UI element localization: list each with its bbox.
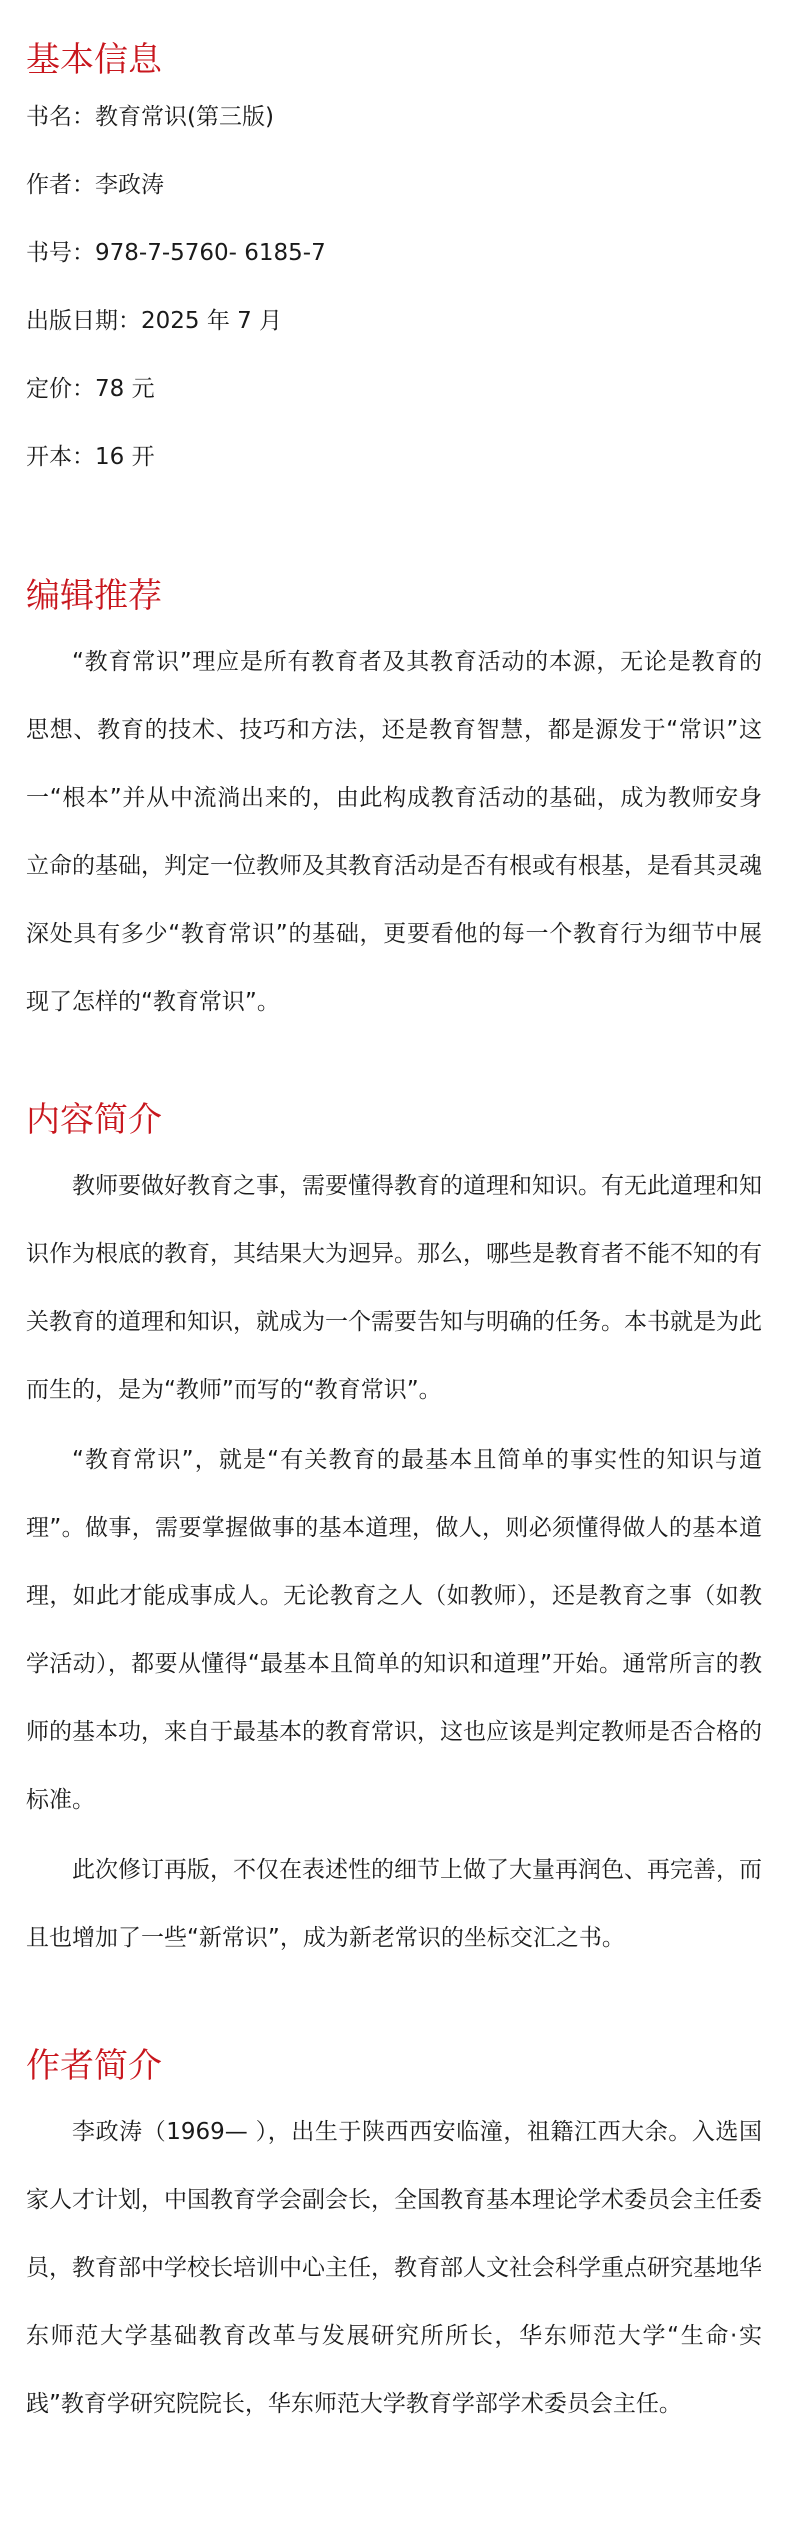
basic-info-title: 基本信息 xyxy=(26,40,162,80)
author-line: 作者：李政涛 xyxy=(26,172,164,198)
editor-recommendation-paragraph: “教育常识”理应是所有教育者及其教育活动的本源，无论是教育的思想、教育的技术、技巧和方法，还是教育智慧，都是源发于“常识”这一“根本”并从中流淌出来的，由此构成教育活动的基础，成为教师安身立命的基础，判定一位教师及其教育活动是否有根或有根基，是看其灵魂深处具有多少“教育常识”的基础，更要看他的每一个教育行为细节中展现了怎样的“教育常识”。 xyxy=(26,649,762,1015)
basic-info-section xyxy=(26,0,762,474)
editor-recommendation-title: 编辑推荐 xyxy=(26,576,162,616)
format-line: 开本：16 开 xyxy=(26,444,155,470)
author-intro-title: 作者简介 xyxy=(26,2046,162,2086)
content-summary-section xyxy=(26,1036,762,1972)
book-title-line: 书名：教育常识(第三版) xyxy=(26,104,274,130)
publish-date-line: 出版日期：2025 年 7 月 xyxy=(26,308,283,334)
author-intro-paragraph: 李政涛（1969— ），出生于陕西西安临潼，祖籍江西大余。入选国家人才计划，中国教育学会副会长，全国教育基本理论学术委员会主任委员，教育部中学校长培训中心主任，教育部人文社会科学重点研究基地华东师范大学基础教育改革与发展研究所所长，华东师范大学“生命·实践”教育学研究院院长，华东师范大学教育学部学术委员会主任。 xyxy=(26,2119,762,2417)
editor-recommendation-section xyxy=(26,474,762,1036)
content-summary-title: 内容简介 xyxy=(26,1100,162,1140)
price-line: 定价：78 元 xyxy=(26,376,155,402)
author-intro-section xyxy=(26,1972,762,2438)
content-summary-paragraph: 教师要做好教育之事，需要懂得教育的道理和知识。有无此道理和知识作为根底的教育，其结果大为迥异。那么，哪些是教育者不能不知的有关教育的道理和知识，就成为一个需要告知与明确的任务。本书就是为此而生的，是为“教师”而写的“教育常识”。 xyxy=(26,1173,762,1403)
content-summary-paragraph: “教育常识”，就是“有关教育的最基本且简单的事实性的知识与道理”。做事，需要掌握做事的基本道理，做人，则必须懂得做人的基本道理，如此才能成事成人。无论教育之人（如教师），还是教育之事（如教学活动），都要从懂得“最基本且简单的知识和道理”开始。通常所言的教师的基本功，来自于最基本的教育常识，这也应该是判定教师是否合格的标准。 xyxy=(26,1447,762,1813)
content-summary-paragraph: 此次修订再版，不仅在表述性的细节上做了大量再润色、再完善，而且也增加了一些“新常识”，成为新老常识的坐标交汇之书。 xyxy=(26,1857,762,1951)
isbn-line: 书号：978-7-5760- 6185-7 xyxy=(26,240,326,266)
